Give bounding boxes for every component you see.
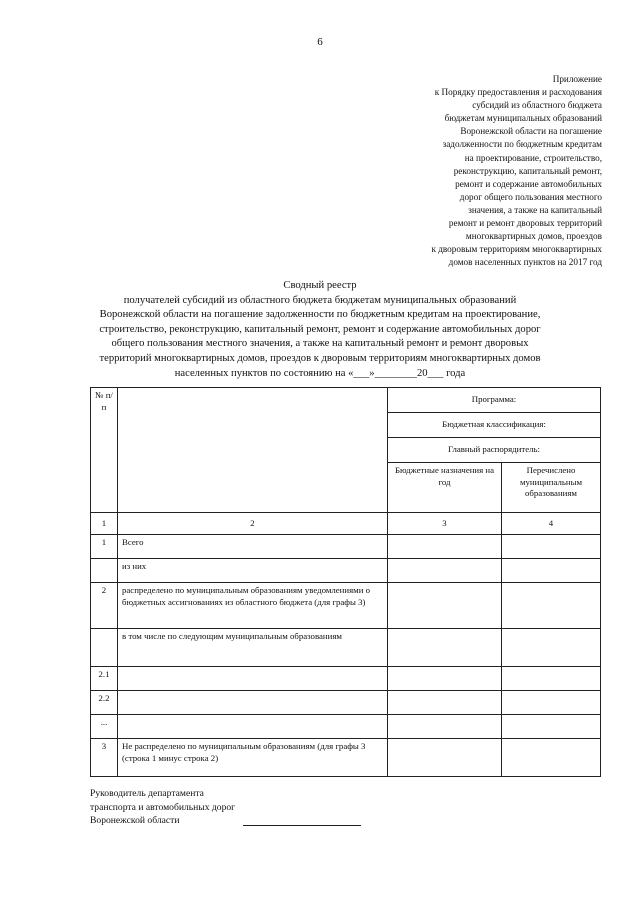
- row-cell: [502, 691, 601, 715]
- appendix-line: Воронежской области на погашение: [460, 126, 602, 137]
- table-row: [91, 559, 601, 583]
- table-row: [91, 715, 601, 739]
- header-chief-manager: Главный распорядитель:: [388, 438, 601, 463]
- row-name: [118, 667, 388, 691]
- row-cell: [502, 739, 601, 777]
- col-number: 3: [388, 513, 502, 535]
- table-row: [91, 691, 601, 715]
- document-title: Сводный реестр: [283, 280, 357, 291]
- row-cell: [502, 583, 601, 629]
- appendix-line: к дворовым территориям многоквартирных: [431, 244, 602, 255]
- subtitle-line: общего пользования местного значения, а также на капитальный ремонт и ремонт дворовых: [111, 338, 529, 350]
- appendix-line: Приложение: [552, 74, 602, 84]
- header-name-blank: [118, 388, 388, 513]
- row-num: 2.2: [91, 691, 118, 715]
- header-col3: Бюджетные назначения на год: [388, 463, 502, 513]
- signatory-line: Воронежской области: [90, 815, 180, 826]
- appendix-line: бюджетам муниципальных образований: [444, 113, 602, 124]
- row-name: Не распределено по муниципальным образованиям (для графы 3 (строка 1 минус строка 2): [118, 739, 388, 777]
- col-number: 1: [91, 513, 118, 535]
- row-num: 2.1: [91, 667, 118, 691]
- row-cell: [388, 667, 502, 691]
- table-row: [91, 667, 601, 691]
- row-cell: [388, 715, 502, 739]
- row-num: [91, 559, 118, 583]
- row-cell: [502, 715, 601, 739]
- subtitle-line: территорий многоквартирных домов, проездов к дворовым территориям многоквартирных домов: [99, 352, 541, 364]
- row-name: из них: [118, 559, 388, 583]
- signature-line: [243, 825, 361, 826]
- document-title-block: [80, 279, 560, 381]
- row-cell: [388, 691, 502, 715]
- appendix-line: реконструкцию, капитальный ремонт,: [453, 165, 602, 176]
- subtitle-line: получателей субсидий из областного бюджета бюджетам муниципальных образований: [123, 294, 517, 306]
- page-number: 6: [317, 36, 323, 48]
- appendix-line: к Порядку предоставления и расходования: [434, 87, 602, 98]
- subtitle-line: Воронежской области на погашение задолженности по бюджетным кредитам на проектирование,: [99, 309, 541, 321]
- row-num: [91, 629, 118, 667]
- col-number: 4: [502, 513, 601, 535]
- row-num: 2: [91, 583, 118, 629]
- row-cell: [388, 583, 502, 629]
- subtitle-line: строительство, реконструкцию, капитальный ремонт, ремонт и содержание автомобильных дорог: [99, 323, 541, 335]
- row-cell: [388, 535, 502, 559]
- header-num: № п/п: [91, 388, 118, 513]
- row-name: [118, 691, 388, 715]
- appendix-line: на проектирование, строительство,: [464, 152, 602, 163]
- table-row: [91, 583, 601, 629]
- appendix-line: ремонт и содержание автомобильных: [455, 178, 602, 189]
- row-num: ...: [91, 715, 118, 739]
- table-row: [91, 629, 601, 667]
- col-number: 2: [118, 513, 388, 535]
- appendix-note: [352, 73, 602, 269]
- row-num: 1: [91, 535, 118, 559]
- appendix-line: субсидий из областного бюджета: [472, 100, 602, 111]
- signatory-line: транспорта и автомобильных дорог: [90, 801, 236, 813]
- row-cell: [502, 535, 601, 559]
- row-cell: [502, 629, 601, 667]
- row-name: [118, 715, 388, 739]
- table-row: [91, 535, 601, 559]
- appendix-line: ремонт и ремонт дворовых территорий: [448, 218, 602, 229]
- appendix-line: задолженности по бюджетным кредитам: [442, 139, 602, 150]
- row-cell: [388, 739, 502, 777]
- signatory-line: Руководитель департамента: [90, 788, 204, 799]
- appendix-line: многоквартирных домов, проездов: [465, 231, 602, 242]
- header-program: Программа:: [388, 388, 601, 413]
- table-row: [91, 739, 601, 777]
- registry-table: [90, 387, 601, 777]
- appendix-line: значения, а также на капитальный: [468, 204, 602, 215]
- row-cell: [388, 559, 502, 583]
- row-num: 3: [91, 739, 118, 777]
- row-cell: [388, 629, 502, 667]
- row-cell: [502, 667, 601, 691]
- row-cell: [502, 559, 601, 583]
- header-col4: Перечислено муниципальным образованиям: [502, 463, 601, 513]
- row-name: распределено по муниципальным образованиям уведомлениями о бюджетных ассигнованиях из областного бюджета (для графы 3): [118, 583, 388, 629]
- row-name: в том числе по следующим муниципальным образованиям: [118, 629, 388, 667]
- row-name: Всего: [118, 535, 388, 559]
- header-budget-class: Бюджетная классификация:: [388, 413, 601, 438]
- appendix-line: домов населенных пунктов на 2017 год: [448, 257, 602, 268]
- appendix-line: дорог общего пользования местного: [459, 191, 602, 202]
- signature-block: [90, 787, 235, 828]
- subtitle-line: населенных пунктов по состоянию на «___»________20___ года: [174, 367, 466, 379]
